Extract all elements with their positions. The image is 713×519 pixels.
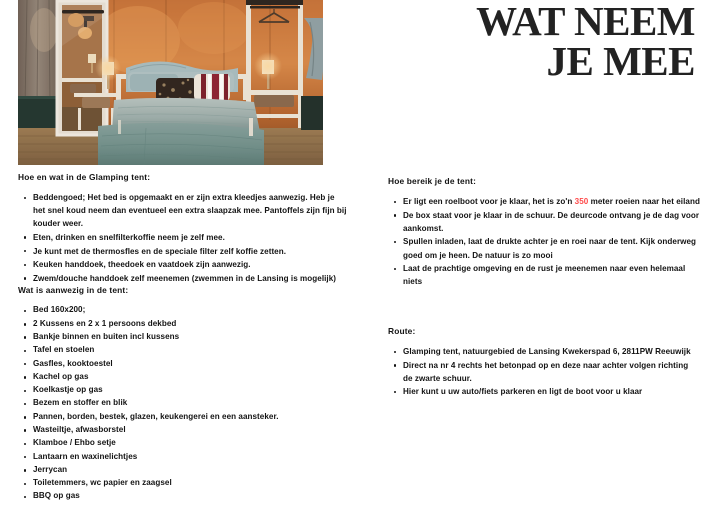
list-item: Wasteiltje, afwasborstel: [33, 424, 348, 437]
page-title-line-1: WAT NEEM: [476, 0, 695, 44]
right-text-body: [388, 176, 700, 289]
heading-hoe-en-wat: Hoe en wat in de Glamping tent:: [18, 172, 151, 182]
list-item: De box staat voor je klaar in de schuur. De deurcode ontvang je de dag voor aankomst.: [403, 209, 700, 235]
list-item: Zwem/douche handdoek zelf meenemen (zwemmen in de Lansing is mogelijk): [33, 272, 348, 285]
list-item: Koelkastje op gas: [33, 384, 348, 397]
list-item: Kachel op gas: [33, 371, 348, 384]
list-item: Glamping tent, natuurgebied de Lansing Kwekerspad 6, 2811PW Reeuwijk: [403, 345, 700, 358]
list-route: [388, 345, 700, 398]
left-column: [18, 0, 348, 519]
heading-hoe-bereik-je-de-tent: Hoe bereik je de tent:: [388, 176, 477, 186]
glamping-tent-photo: [18, 0, 323, 165]
list-item: Jerrycan: [33, 464, 348, 477]
list-item: Je kunt met de thermosfles en de speciale filter zelf koffie zetten.: [33, 245, 348, 258]
list-item: Bed 160x200;: [33, 304, 348, 317]
list-item: Toiletemmers, wc papier en zaagsel: [33, 477, 348, 490]
heading-route: Route:: [388, 326, 416, 336]
photo-illustration: [18, 0, 323, 165]
list-item: Eten, drinken en snelfilterkoffie neem je zelf mee.: [33, 231, 348, 244]
list-item: Lantaarn en waxinelichtjes: [33, 451, 348, 464]
list-item: Beddengoed; Het bed is opgemaakt en er zijn extra kleedjes aanwezig. Heb je het snel koud neem dan eventueel een extra slaapzak mee. Pantoffels zijn fijn bij kouder weer.: [33, 191, 348, 230]
list-item: Klamboe / Ehbo setje: [33, 437, 348, 450]
heading-wat-is-aanwezig: Wat is aanwezig in de tent:: [18, 285, 129, 296]
list-item: Direct na nr 4 rechts het betonpad op en deze naar achter volgen richting de zwarte schuur.: [403, 359, 700, 385]
list-item: Laat de prachtige omgeving en de rust je meenemen naar even helemaal niets: [403, 262, 700, 288]
right-route-body: [388, 326, 700, 399]
list-item-text-after: meter roeien naar het eiland: [588, 197, 700, 207]
list-item-text-before: Er ligt een roelboot voor je klaar, het is zo'n: [403, 197, 575, 207]
list-item: Pannen, borden, bestek, glazen, keukengerei en een aansteker.: [33, 411, 348, 424]
list-hoe-bereik-je-de-tent: [388, 195, 700, 288]
list-item: Tafel en stoelen: [33, 344, 348, 357]
list-item: Gasfles, kooktoestel: [33, 358, 348, 371]
page-title: [388, 0, 695, 84]
list-item: Bezem en stoffer en blik: [33, 397, 348, 410]
list-item: Hier kunt u uw auto/fiets parkeren en ligt de boot voor u klaar: [403, 385, 700, 398]
left-text-body: [18, 172, 348, 504]
list-item: 2 Kussens en 2 x 1 persoons dekbed: [33, 318, 348, 331]
list-item: Keuken handdoek, theedoek en vaatdoek zijn aanwezig.: [33, 258, 348, 271]
list-item: [403, 195, 700, 208]
list-item: Spullen inladen, laat de drukte achter je en roei naar de tent. Kijk onderweg goed om je heen. De natuur is zo mooi: [403, 235, 700, 261]
list-item: BBQ op gas: [33, 490, 348, 503]
list-item: Bankje binnen en buiten incl kussens: [33, 331, 348, 344]
right-column: [388, 0, 698, 519]
distance-highlight: 350: [574, 197, 589, 207]
list-hoe-en-wat: [18, 191, 348, 285]
page-title-line-2: JE MEE: [546, 37, 695, 84]
list-wat-is-aanwezig: [18, 304, 348, 503]
